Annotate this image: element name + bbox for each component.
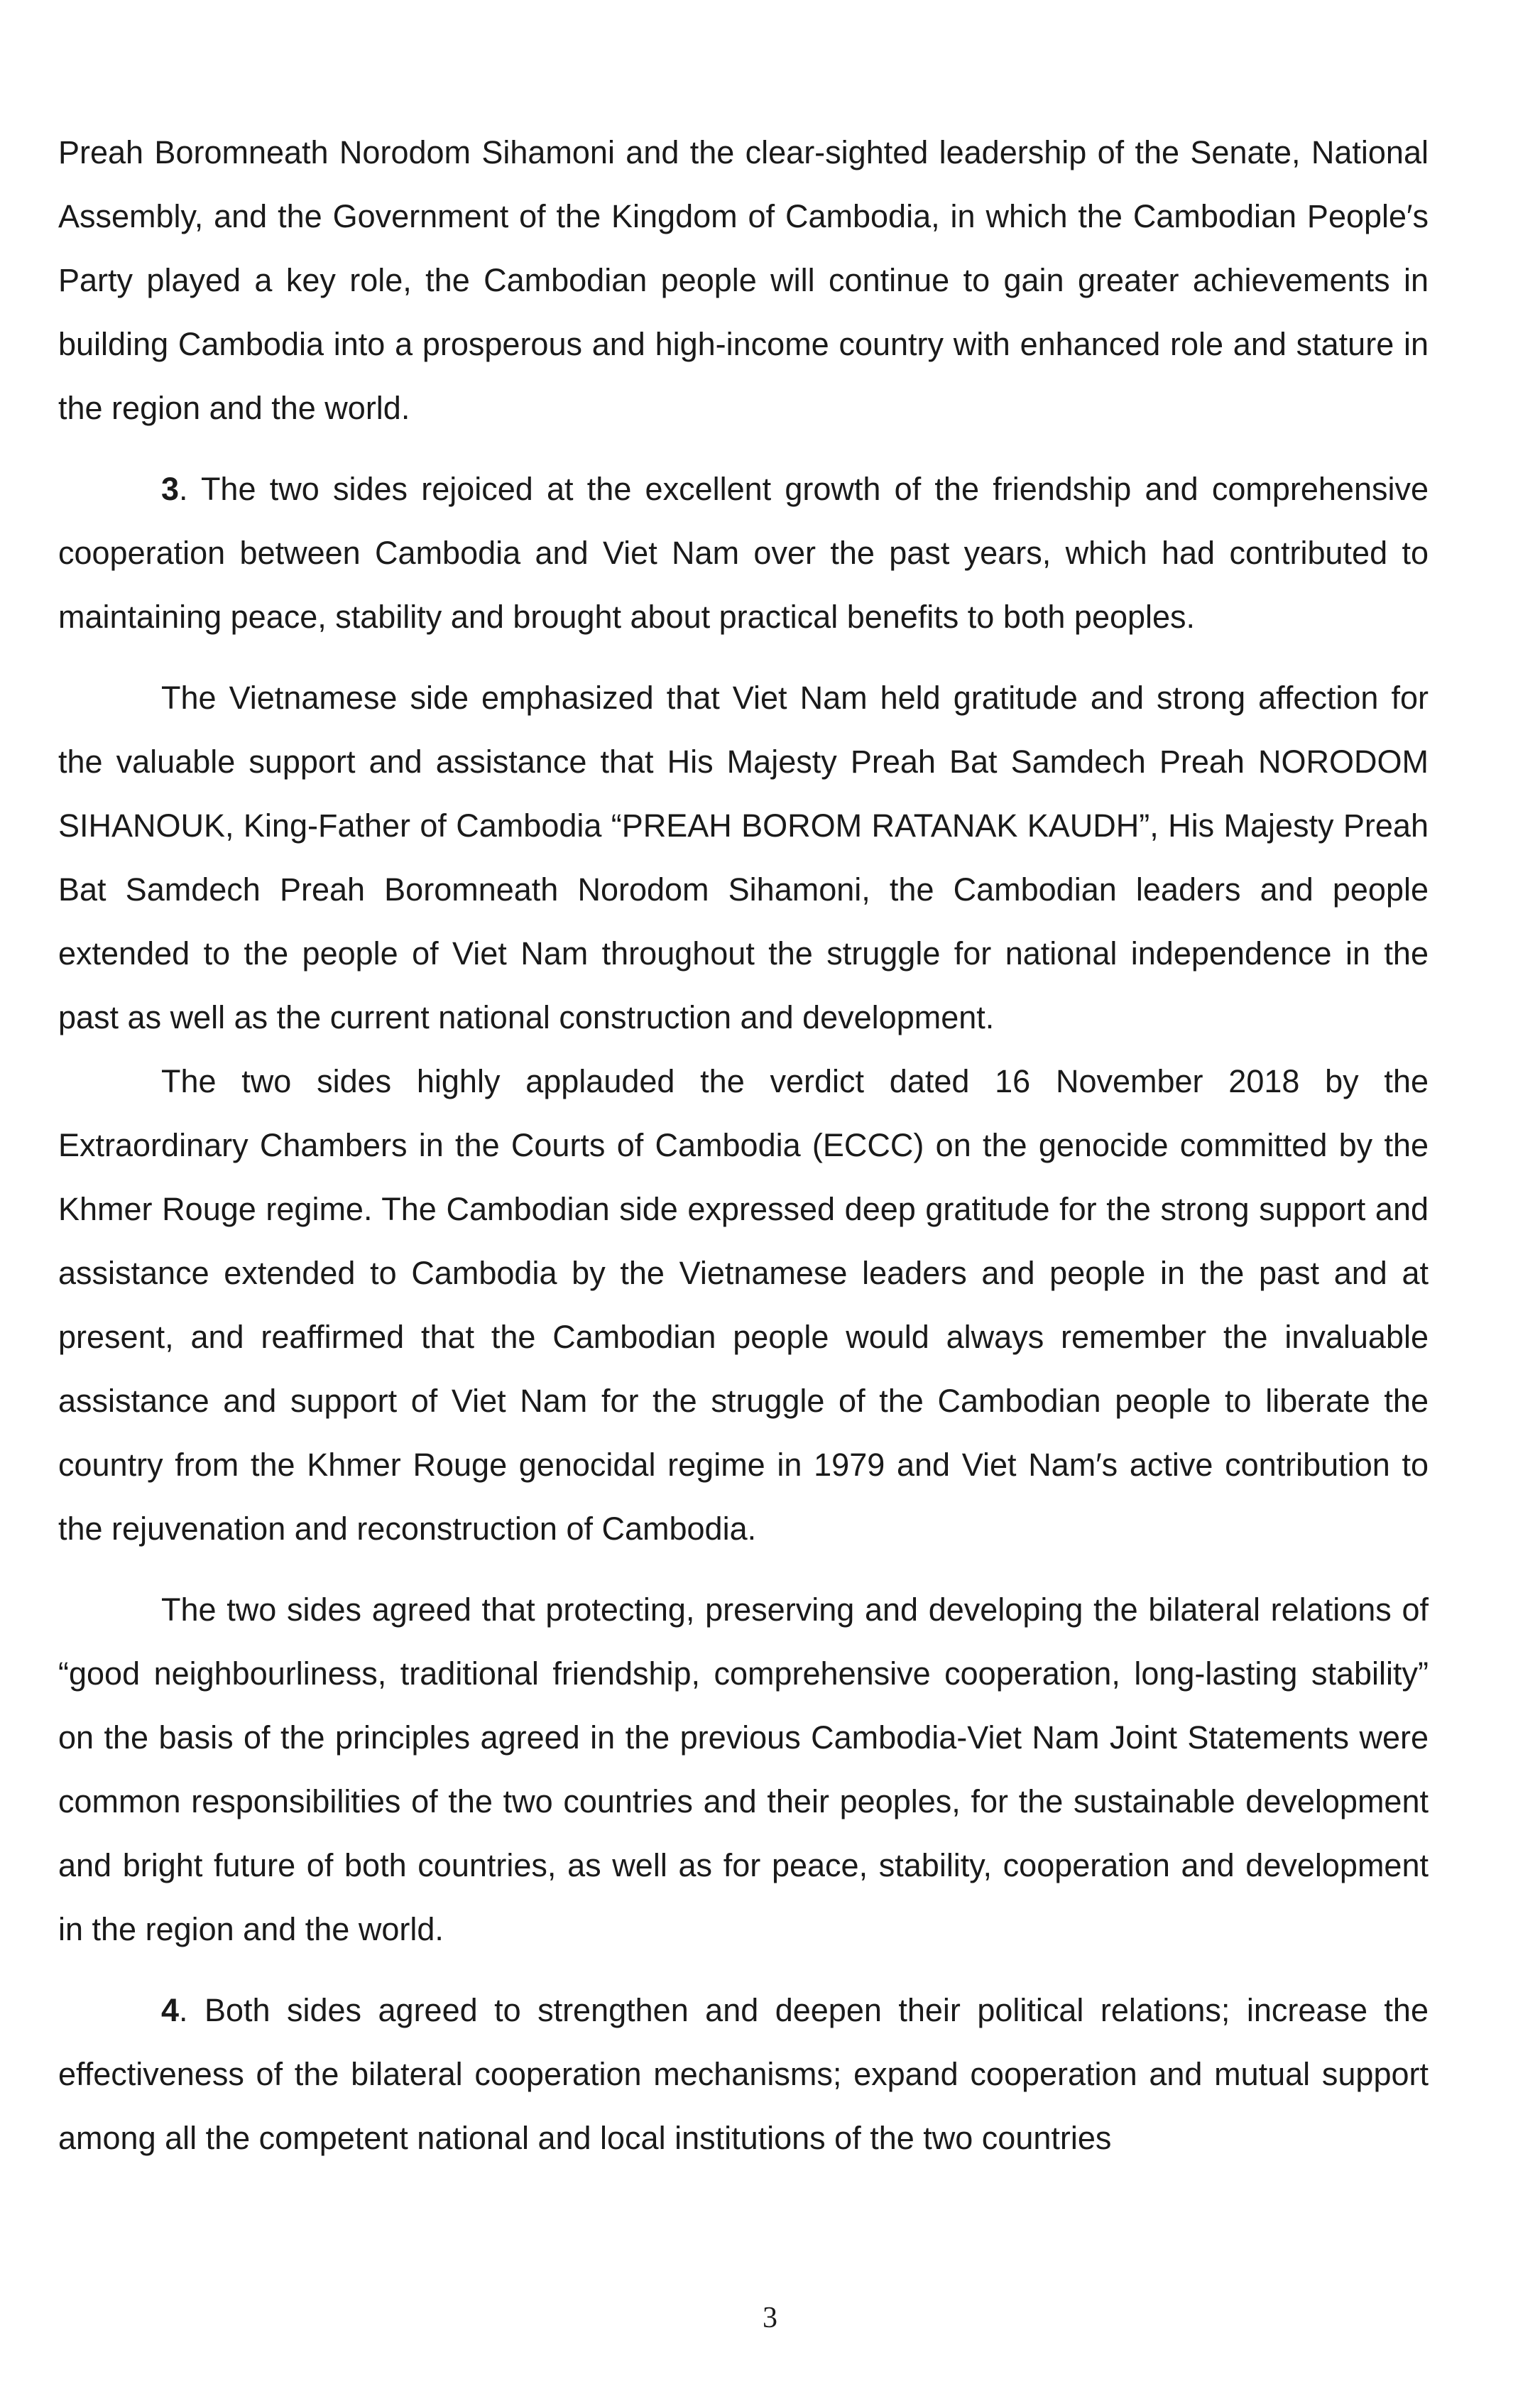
- paragraph-continued-intro: [58, 121, 1429, 440]
- paragraph-bilateral-relations: [58, 1578, 1429, 1962]
- paragraph-text: The Vietnamese side emphasized that Viet Nam held gratitude and strong affection for the valuable support and assistance that His Majesty Preah Bat Samdech Preah NORODOM SIHANOUK, King-Father of Cambodia “PREAH BOROM RATANAK KAUDH”, His Majesty Preah Bat Samdech Preah Boromneath Norodom Sihamoni, the Cambodian leaders and people extended to the people of Viet Nam throughout the struggle for national independence in the past as well as the current national construction and development.: [58, 680, 1429, 1035]
- paragraph-text: Preah Boromneath Norodom Sihamoni and the clear-sighted leadership of the Senate, National Assembly, and the Government of the Kingdom of Cambodia, in which the Cambodian People′s Party played a key role, the Cambodian people will continue to gain greater achievements in building Cambodia into a prosperous and high-income country with enhanced role and stature in the region and the world.: [58, 134, 1429, 426]
- paragraph-vietnamese-gratitude: [58, 666, 1429, 1050]
- paragraph-text: . Both sides agreed to strengthen and deepen their political relations; increase the effectiveness of the bilateral cooperation mechanisms; expand cooperation and mutual support among all the competent national and local institutions of the two countries: [58, 1992, 1429, 2156]
- section-number: 3: [161, 471, 180, 507]
- paragraph-text: The two sides agreed that protecting, preserving and developing the bilateral relations of “good neighbourliness, traditional friendship, comprehensive cooperation, long-lasting stability” on the basis of the principles agreed in the previous Cambodia-Viet Nam Joint Statements were common responsibilities of the two countries and their peoples, for the sustainable development and bright future of both countries, as well as for peace, stability, cooperation and development in the region and the world.: [58, 1592, 1429, 1947]
- page-number: 3: [763, 2302, 777, 2334]
- paragraph-section-4: [58, 1979, 1429, 2170]
- document-page: [58, 121, 1429, 2170]
- section-number: 4: [161, 1992, 180, 2028]
- paragraph-text: The two sides highly applauded the verdict dated 16 November 2018 by the Extraordinary Chambers in the Courts of Cambodia (ECCC) on the genocide committed by the Khmer Rouge regime. The Cambodian side expressed deep gratitude for the strong support and assistance extended to Cambodia by the Vietnamese leaders and people in the past and at present, and reaffirmed that the Cambodian people would always remember the invaluable assistance and support of Viet Nam for the struggle of the Cambodian people to liberate the country from the Khmer Rouge genocidal regime in 1979 and Viet Nam′s active contribution to the rejuvenation and reconstruction of Cambodia.: [58, 1063, 1429, 1547]
- paragraph-text: . The two sides rejoiced at the excellent growth of the friendship and comprehensive cooperation between Cambodia and Viet Nam over the past years, which had contributed to maintaining peace, stability and brought about practical benefits to both peoples.: [58, 471, 1429, 635]
- paragraph-section-3: [58, 457, 1429, 649]
- paragraph-eccc-verdict: [58, 1050, 1429, 1561]
